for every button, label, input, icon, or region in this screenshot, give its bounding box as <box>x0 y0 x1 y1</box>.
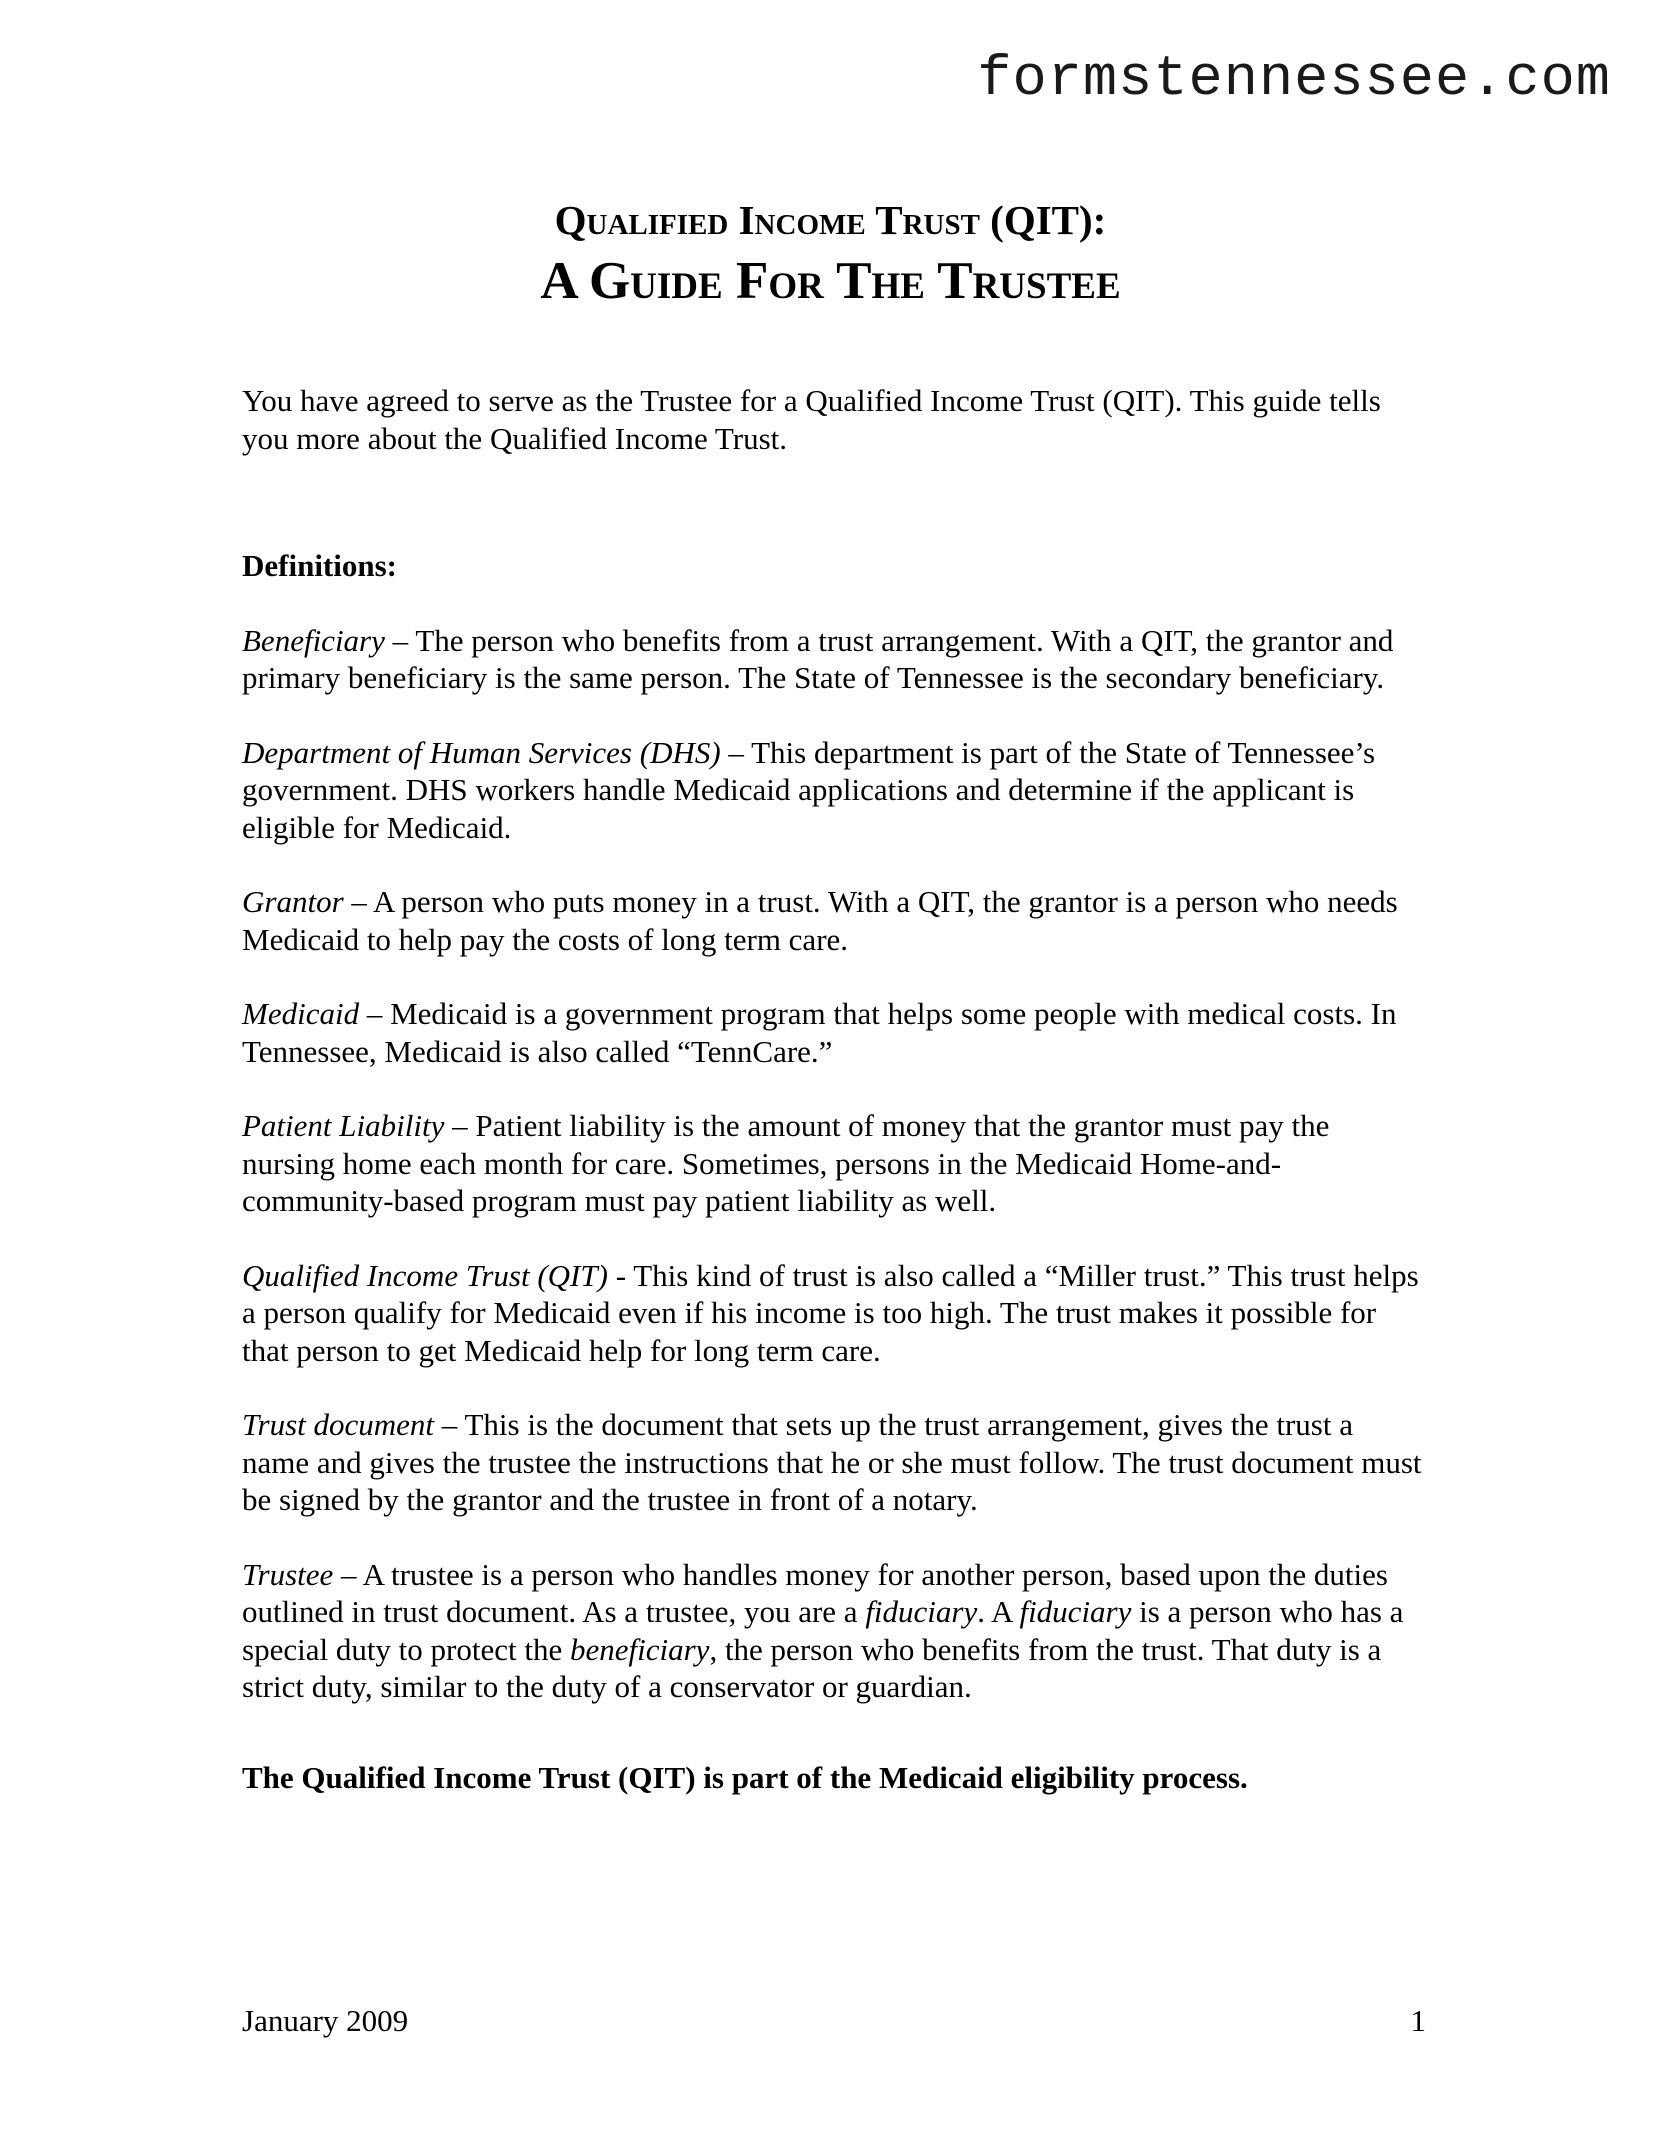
definition-term: Qualified Income Trust (QIT) <box>242 1257 608 1293</box>
definition-patient-liability <box>242 1107 1427 1220</box>
definition-term: Patient Liability <box>242 1108 445 1143</box>
definition-term: Grantor <box>242 884 344 919</box>
definition-separator: – <box>343 884 373 919</box>
page-number: 1 <box>1410 2003 1426 2038</box>
definition-separator: – <box>333 1556 363 1592</box>
definition-separator: – <box>720 734 752 770</box>
definition-term: Beneficiary <box>242 622 385 658</box>
definition-trustee <box>242 1556 1427 1706</box>
definition-term: Trustee <box>242 1556 334 1592</box>
definition-text: A person who puts money in a trust. With a QIT, the grantor is a person who needs Medicaid to help pay the costs of long term care. <box>242 884 1398 957</box>
definition-beneficiary <box>242 622 1427 697</box>
definition-text: The person who benefits from a trust arrangement. With a QIT, the grantor and primary beneficiary is the same person. The State of Tennessee is the secondary beneficiary. <box>242 622 1394 695</box>
emphasis-fiduciary: fiduciary <box>1019 1594 1132 1629</box>
definition-separator: – <box>444 1108 476 1143</box>
definition-separator: – <box>359 996 391 1031</box>
document-body <box>242 382 1427 1796</box>
definition-term: Trust document <box>242 1407 435 1442</box>
definition-text: This is the document that sets up the trust arrangement, gives the trust a name and gives the trustee the instructions that he or she must follow. The trust document must be signed by the grantor and the trustee in front of a notary. <box>242 1407 1422 1517</box>
closing-statement: The Qualified Income Trust (QIT) is part of the Medicaid eligibility process. <box>242 1759 1248 1795</box>
definition-trust-document <box>242 1406 1427 1519</box>
intro-paragraph: You have agreed to serve as the Trustee for a Qualified Income Trust (QIT). This guide tells you more about the Qualified Income Trust. <box>242 383 1381 456</box>
definition-text: Medicaid is a government program that helps some people with medical costs. In Tennessee, Medicaid is also called “TennCare.” <box>242 996 1397 1069</box>
emphasis-beneficiary: beneficiary <box>569 1631 710 1667</box>
title-line-1: Qualified Income Trust (QIT): <box>554 197 1107 243</box>
emphasis-fiduciary: fiduciary <box>865 1594 978 1629</box>
definition-text: is a person who has a special duty to protect the <box>242 1594 1404 1667</box>
definition-separator: - <box>607 1257 634 1293</box>
document-title <box>0 196 1661 314</box>
definition-text: This kind of trust is also called a “Miller trust.” This trust helps a person qualify for Medicaid even if his income is too high. The trust makes it possible for that person to get Medicaid help for long term care. <box>242 1257 1419 1368</box>
definition-separator: – <box>384 622 416 658</box>
definition-grantor <box>242 883 1427 958</box>
definition-separator: – <box>434 1407 465 1442</box>
definition-dhs <box>242 734 1427 847</box>
definition-text: , the person who benefits from the trust. That duty is a strict duty, similar to the duty of a conservator or guardian. <box>242 1631 1382 1704</box>
definition-term: Medicaid <box>242 996 360 1031</box>
definition-text: Patient liability is the amount of money that the grantor must pay the nursing home each month for care. Sometimes, persons in the Medicaid Home-and-community-based program must pay patient liability as well. <box>242 1108 1330 1218</box>
definition-medicaid <box>242 995 1427 1070</box>
title-line-2: A Guide For The Trustee <box>540 252 1121 310</box>
definition-text: A trustee is a person who handles money for another person, based upon the duties outlined in trust document. As a trustee, you are a <box>242 1556 1388 1629</box>
definition-text: . A <box>977 1594 1020 1629</box>
definition-text: This department is part of the State of Tennessee’s government. DHS workers handle Medicaid applications and determine if the applicant is eligible for Medicaid. <box>242 734 1376 845</box>
definitions-heading: Definitions: <box>242 548 397 583</box>
definition-term: Department of Human Services (DHS) <box>242 734 721 770</box>
site-watermark: formstennessee.com <box>977 48 1611 112</box>
definition-qit <box>242 1257 1427 1370</box>
footer-date: January 2009 <box>242 2003 409 2038</box>
